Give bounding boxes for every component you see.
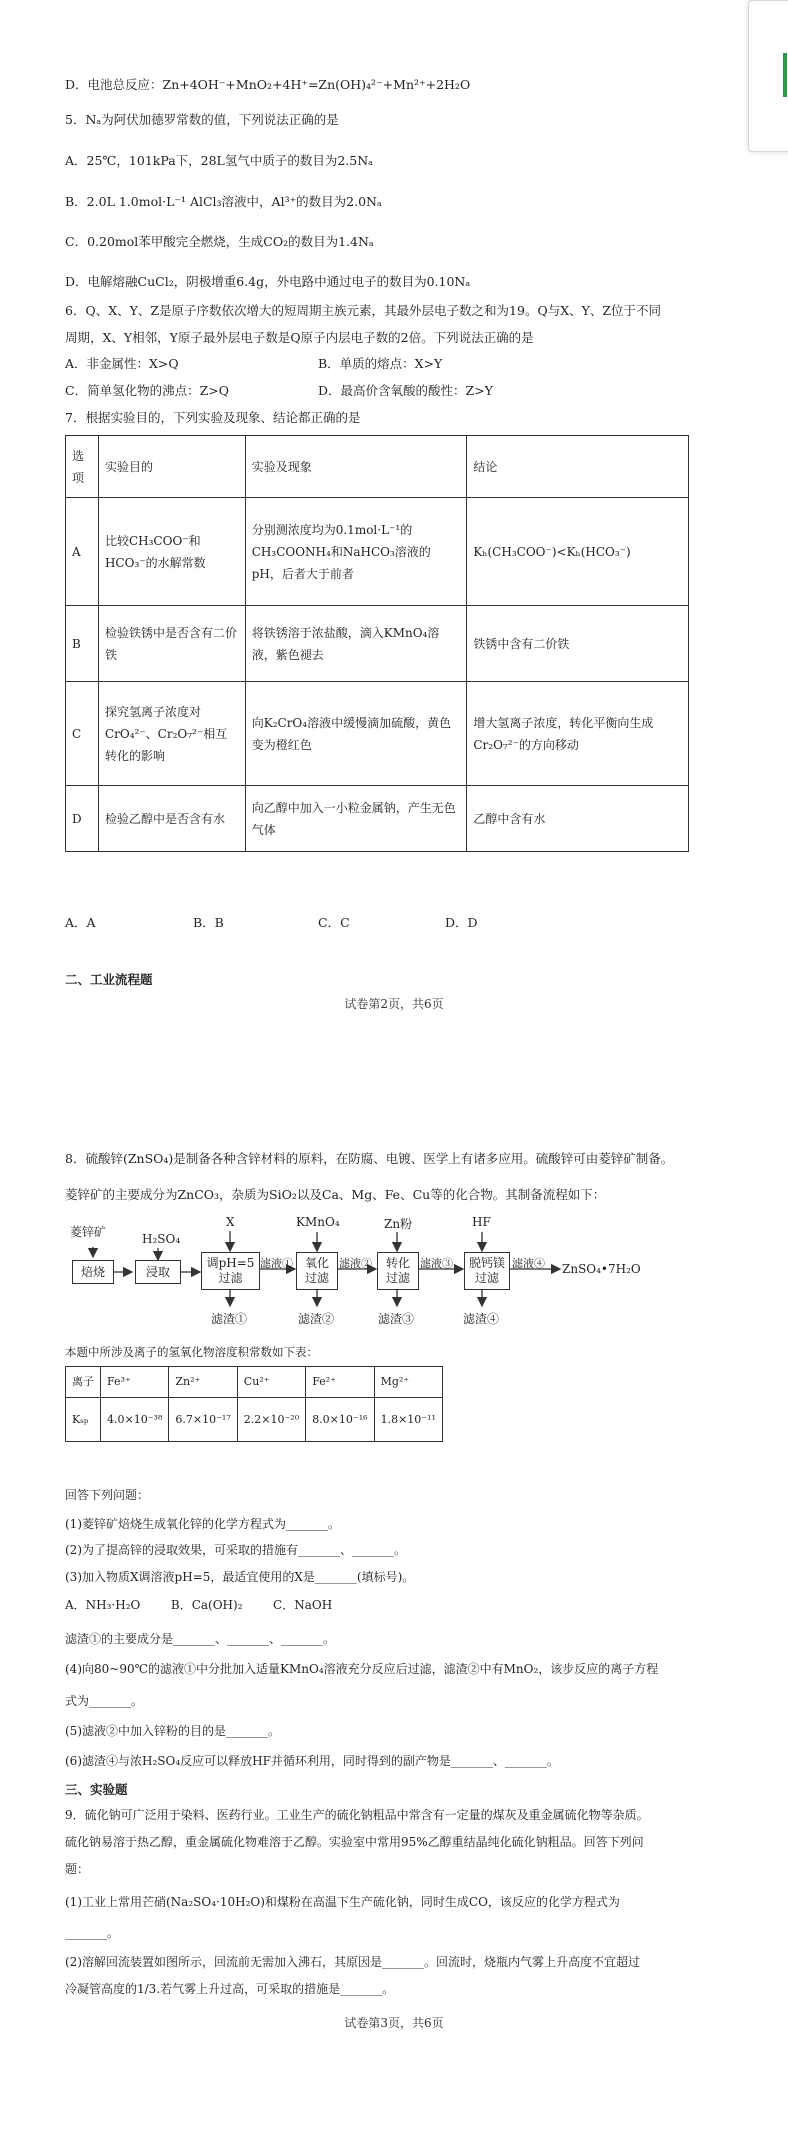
ksp-value-row — [66, 1398, 443, 1442]
row-b-experiment: 将铁锈溶于浓盐酸，滴入KMnO₄溶液，紫色褪去 — [245, 606, 467, 682]
q6-option-a: A．非金属性：X>Q — [65, 356, 179, 371]
flow-reagent-hf: HF — [472, 1215, 491, 1229]
row-d-experiment: 向乙醇中加入一小粒金属钠，产生无色气体 — [245, 786, 467, 852]
flow-box-convert: 转化 过滤 — [377, 1252, 419, 1290]
q6-option-c: C．简单氢化物的沸点：Z>Q — [65, 383, 229, 398]
ksp-header-cu2: Cu²⁺ — [237, 1367, 305, 1398]
header-purpose: 实验目的 — [98, 436, 245, 498]
flow-filtrate-4: 滤液④ — [512, 1257, 545, 1270]
row-a-experiment: 分别测浓度均为0.1mol·L⁻¹的CH₃COONH₄和NaHCO₃溶液的pH，后者大于前者 — [245, 498, 467, 606]
q6-option-d: D．最高价含氧酸的酸性：Z>Y — [318, 383, 493, 398]
q9-part-1-line1: (1)工业上常用芒硝(Na₂SO₄·10H₂O)和煤粉在高温下生产硫化钠，同时生成CO，该反应的化学方程式为 — [65, 1895, 620, 1909]
q8-part-4-line2: 式为_______。 — [65, 1694, 144, 1708]
ksp-value-zn2: 6.7×10⁻¹⁷ — [169, 1398, 237, 1442]
row-a-purpose: 比较CH₃COO⁻和HCO₃⁻的水解常数 — [98, 498, 245, 606]
q9-stem-line2: 硫化钠易溶于热乙醇，重金属硫化物难溶于乙醇。实验室中常用95%乙醇重结晶纯化硫化钠粗品。回答下列问 — [65, 1835, 644, 1849]
flow-reagent-h2so4: H₂SO₄ — [142, 1232, 181, 1246]
ksp-header-fe3: Fe³⁺ — [101, 1367, 169, 1398]
q5-option-d: D．电解熔融CuCl₂，阴极增重6.4g，外电路中通过电子的数目为0.10Nₐ — [65, 274, 471, 289]
ksp-header-ion: 离子 — [66, 1367, 101, 1398]
q9-part-2-line1: (2)溶解回流装置如图所示，回流前无需加入沸石，其原因是_______。回流时，烧瓶内气雾上升高度不宜超过 — [65, 1955, 641, 1969]
q9-stem-line1: 9．硫化钠可广泛用于染料、医药行业。工业生产的硫化钠粗品中常含有一定量的煤灰及重金属硫化物等杂质。 — [65, 1808, 649, 1822]
q5-option-b: B．2.0L 1.0mol·L⁻¹ AlCl₃溶液中，Al³⁺的数目为2.0Nₐ — [65, 194, 382, 209]
row-d-purpose: 检验乙醇中是否含有水 — [98, 786, 245, 852]
page-footer-2: 试卷第2页，共6页 — [344, 997, 444, 1011]
flow-filtrate-2: 滤液② — [339, 1257, 372, 1270]
row-c-option: C — [66, 682, 99, 786]
flow-filtrate-1: 滤液① — [260, 1257, 293, 1270]
q5-option-c: C．0.20mol苯甲酸完全燃烧，生成CO₂的数目为1.4Nₐ — [65, 234, 374, 249]
flow-box-roast: 焙烧 — [72, 1260, 114, 1284]
ksp-value-cu2: 2.2×10⁻²⁰ — [237, 1398, 305, 1442]
flow-product: ZnSO₄•7H₂O — [562, 1262, 641, 1276]
q9-part-1-line2: _______。 — [65, 1926, 120, 1940]
flow-box-remove-ca-mg: 脱钙镁 过滤 — [464, 1252, 510, 1290]
flow-reagent-kmno4: KMnO₄ — [296, 1215, 340, 1229]
flow-reagent-zn: Zn粉 — [384, 1217, 413, 1231]
flow-box-adjust-ph: 调pH=5 过滤 — [201, 1252, 260, 1290]
q5-stem: 5．Nₐ为阿伏加德罗常数的值，下列说法正确的是 — [65, 112, 339, 127]
section-heading-2: 二、工业流程题 — [65, 972, 153, 987]
row-b-purpose: 检验铁锈中是否含有二价铁 — [98, 606, 245, 682]
q6-option-b: B．单质的熔点：X>Y — [318, 356, 443, 371]
ksp-value-fe3: 4.0×10⁻³⁸ — [101, 1398, 169, 1442]
flow-box-oxidize: 氧化 过滤 — [296, 1252, 338, 1290]
row-b-conclusion: 铁锈中含有二价铁 — [467, 606, 689, 682]
ksp-header-fe2: Fe²⁺ — [306, 1367, 374, 1398]
flow-residue-4: 滤渣④ — [463, 1312, 500, 1326]
q8-part-2: (2)为了提高锌的浸取效果，可采取的措施有_______、_______。 — [65, 1543, 406, 1557]
header-conclusion: 结论 — [467, 436, 689, 498]
flow-residue-1: 滤渣① — [211, 1312, 248, 1326]
q8-answer-prompt: 回答下列问题： — [65, 1488, 150, 1502]
ksp-table — [65, 1366, 443, 1442]
q8-part-4-line1: (4)向80~90℃的滤液①中分批加入适量KMnO₄溶液充分反应后过滤，滤渣②中有MnO₂，该步反应的离子方程 — [65, 1662, 659, 1676]
q6-stem-line2: 周期，X、Y相邻，Y原子最外层电子数是Q原子内层电子数的2倍。下列说法正确的是 — [65, 330, 534, 345]
q4-option-d: D．电池总反应：Zn+4OH⁻+MnO₂+4H⁺=Zn(OH)₄²⁻+Mn²⁺+2H₂O — [65, 77, 471, 92]
q6-stem-line1: 6．Q、X、Y、Z是原子序数依次增大的短周期主族元素，其最外层电子数之和为19。Q与X、Y、Z位于不同 — [65, 303, 662, 318]
row-d-conclusion: 乙醇中含有水 — [467, 786, 689, 852]
ksp-header-mg2: Mg²⁺ — [374, 1367, 442, 1398]
ksp-value-fe2: 8.0×10⁻¹⁶ — [306, 1398, 374, 1442]
q8-part-5: (5)滤液②中加入锌粉的目的是_______。 — [65, 1724, 280, 1738]
row-d-option: D — [66, 786, 99, 852]
q8-intro-line2: 菱锌矿的主要成分为ZnCO₃，杂质为SiO₂以及Ca、Mg、Fe、Cu等的化合物。其制备流程如下： — [65, 1187, 606, 1202]
flow-box-leach: 浸取 — [135, 1260, 181, 1284]
header-experiment: 实验及现象 — [245, 436, 467, 498]
q9-part-2-line2: 冷凝管高度的1/3.若气雾上升过高，可采取的措施是_______。 — [65, 1982, 395, 1996]
q7-option-c: C．C — [318, 915, 350, 930]
flow-residue-2: 滤渣② — [298, 1312, 335, 1326]
flow-raw-material: 菱锌矿 — [70, 1225, 107, 1239]
row-a-option: A — [66, 498, 99, 606]
row-b-option: B — [66, 606, 99, 682]
q8-part-3: (3)加入物质X调溶液pH=5，最适宜使用的X是_______(填标号)。 — [65, 1570, 415, 1584]
q8-residue-1-question: 滤渣①的主要成分是_______、_______、_______。 — [65, 1632, 336, 1646]
q7-stem: 7．根据实验目的，下列实验及现象、结论都正确的是 — [65, 410, 361, 425]
ksp-header-zn2: Zn²⁺ — [169, 1367, 237, 1398]
page-footer-3: 试卷第3页，共6页 — [344, 2016, 444, 2030]
q5-option-a: A．25℃，101kPa下，28L氢气中质子的数目为2.5Nₐ — [65, 153, 373, 168]
ksp-value-mg2: 1.8×10⁻¹¹ — [374, 1398, 442, 1442]
ksp-intro: 本题中所涉及离子的氢氧化物溶度积常数如下表： — [65, 1345, 318, 1359]
q8-part-6: (6)滤渣④与浓H₂SO₄反应可以释放HF并循环利用，同时得到的副产物是_______、_______。 — [65, 1754, 559, 1768]
row-c-conclusion: 增大氢离子浓度，转化平衡向生成Cr₂O₇²⁻的方向移动 — [467, 682, 689, 786]
q8-intro-line1: 8．硫酸锌(ZnSO₄)是制备各种含锌材料的原料，在防腐、电镀、医学上有诸多应用。硫酸锌可由菱锌矿制备。 — [65, 1151, 674, 1166]
q7-option-b: B．B — [193, 915, 224, 930]
row-c-purpose: 探究氢离子浓度对CrO₄²⁻、Cr₂O₇²⁻相互转化的影响 — [98, 682, 245, 786]
q7-option-d: D．D — [445, 915, 478, 930]
q7-option-a: A．A — [65, 915, 96, 930]
q8-part-1: (1)菱锌矿焙烧生成氧化锌的化学方程式为_______。 — [65, 1517, 340, 1531]
header-option: 选项 — [66, 436, 99, 498]
flow-reagent-x: X — [226, 1215, 235, 1229]
ksp-row-label: Kₛₚ — [66, 1398, 101, 1442]
q9-stem-line3: 题： — [65, 1862, 90, 1876]
section-heading-3: 三、实验题 — [65, 1782, 128, 1797]
row-c-experiment: 向K₂CrO₄溶液中缓慢滴加硫酸，黄色变为橙红色 — [245, 682, 467, 786]
flow-filtrate-3: 滤液③ — [420, 1257, 453, 1270]
ksp-header-row — [66, 1367, 443, 1398]
row-a-conclusion: Kₕ(CH₃COO⁻)<Kₕ(HCO₃⁻) — [467, 498, 689, 606]
q8-part-3-options: A．NH₃·H₂O B．Ca(OH)₂ C．NaOH — [65, 1598, 333, 1612]
flow-residue-3: 滤渣③ — [378, 1312, 415, 1326]
